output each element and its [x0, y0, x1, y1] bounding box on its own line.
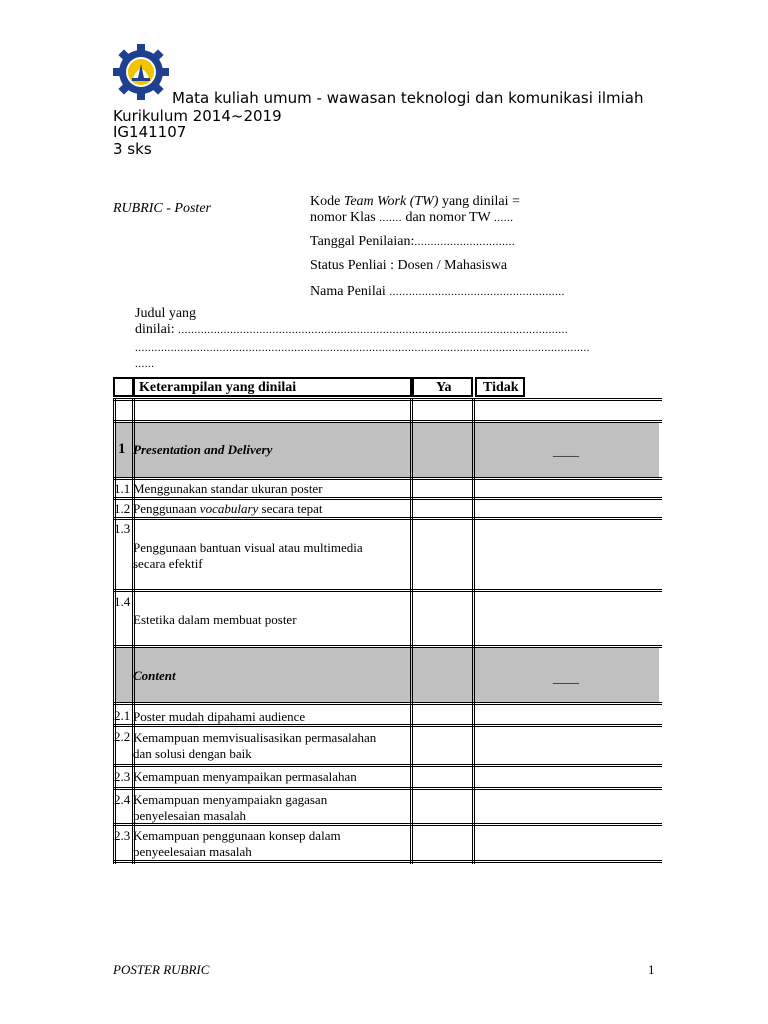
row-divider	[113, 589, 662, 592]
rubric-table	[113, 398, 662, 864]
row-divider	[113, 702, 662, 705]
section2-title: Content	[133, 668, 176, 683]
header-ya-label: Ya	[436, 380, 452, 395]
assessor-name-label: Nama Penilai	[310, 284, 390, 299]
header-tidak-cell	[475, 377, 525, 397]
title-field-line3[interactable]: ............................................................................................................................................	[135, 342, 590, 354]
curriculum-text: Kurikulum 2014~2019	[113, 107, 282, 125]
class-team-number-line	[310, 210, 514, 226]
footer-title: POSTER RUBRIC	[113, 962, 210, 977]
assessor-name-line	[310, 284, 565, 300]
title-label: dinilai:	[135, 322, 179, 337]
col-divider	[410, 398, 413, 864]
class-number-field[interactable]: .......	[379, 212, 402, 224]
criterion-number: 1.1	[114, 481, 131, 496]
criterion-text-line1: Penggunaan bantuan visual atau multimedia	[133, 540, 363, 555]
criterion-text: Menggunakan standar ukuran poster	[133, 481, 323, 496]
criterion-text	[133, 501, 323, 517]
class-number-label: nomor Klas	[310, 210, 380, 225]
assessment-date-field[interactable]: ...............................	[414, 236, 516, 248]
criterion-number: 2.1	[114, 708, 131, 723]
criterion-text-line2: penyeelesaian masalah	[133, 844, 252, 859]
criterion-number: 1.3	[114, 521, 131, 536]
row-divider	[113, 420, 662, 423]
row-divider	[113, 860, 662, 863]
header-tidak-label: Tidak	[483, 380, 519, 395]
criterion-text-line2: dan solusi dengan baik	[133, 746, 252, 761]
criterion-text-line1: Kemampuan penggunaan konsep dalam	[133, 828, 341, 843]
team-code-italic: Team Work (TW)	[343, 194, 439, 209]
criterion-text-line2: penyelesaian masalah	[133, 808, 246, 823]
title-label-line1: Judul yang	[135, 306, 197, 321]
team-code-suffix: yang dinilai =	[438, 194, 520, 209]
header-ya-cell	[412, 377, 473, 397]
rubric-label: RUBRIC - Poster	[113, 201, 211, 216]
team-code-label	[310, 194, 520, 210]
criterion-text-line2: secara efektif	[133, 556, 203, 571]
course-code: IG141107	[113, 123, 187, 141]
criterion-number: 1.2	[114, 501, 131, 516]
row-divider	[113, 764, 662, 767]
criterion-number: 2.4	[114, 792, 131, 807]
criterion-number: 2.3	[114, 828, 131, 843]
team-number-label: dan nomor TW	[401, 210, 494, 225]
assessment-date-label: Tanggal Penilaian:	[310, 234, 415, 249]
row-divider	[113, 645, 662, 648]
criterion-text-part: secara tepat	[258, 501, 323, 516]
criterion-number: 1.4	[114, 594, 131, 609]
team-code-prefix: Kode	[310, 194, 344, 209]
row-divider	[113, 787, 662, 790]
section1-number: 1	[118, 441, 126, 457]
header-skill-label: Keterampilan yang dinilai	[139, 380, 297, 395]
criterion-text: Kemampuan menyampaikan permasalahan	[133, 769, 357, 784]
credits-text: 3 sks	[113, 140, 152, 158]
row-divider	[113, 477, 662, 480]
criterion-text: Estetika dalam membuat poster	[133, 612, 297, 627]
criterion-text-part: Penggunaan	[133, 501, 200, 516]
title-field-line4[interactable]: ......	[135, 358, 155, 370]
header-skill-cell	[133, 377, 412, 397]
criterion-number: 2.2	[114, 729, 131, 744]
title-label-line2	[135, 322, 568, 338]
team-number-field[interactable]: ......	[494, 212, 514, 224]
university-logo-icon	[113, 44, 169, 100]
row-divider	[113, 497, 662, 500]
header-num-cell	[113, 377, 134, 397]
col-divider	[472, 398, 475, 864]
assessor-name-field[interactable]: ......................................................	[389, 286, 565, 298]
criterion-text-line1: Kemampuan memvisualisasikan permasalahan	[133, 730, 377, 745]
section1-score-blank[interactable]: ____	[553, 443, 579, 458]
section2-score-blank[interactable]: ____	[553, 670, 579, 685]
section1-title: Presentation and Delivery	[133, 442, 273, 457]
course-title: Mata kuliah umum - wawasan teknologi dan komunikasi ilmiah	[172, 89, 644, 107]
row-divider	[113, 398, 662, 401]
row-divider	[113, 517, 662, 520]
page-number: 1	[648, 962, 655, 977]
criterion-text-italic: vocabulary	[199, 501, 259, 516]
criterion-text: Poster mudah dipahami audience	[133, 709, 306, 724]
criterion-text-line1: Kemampuan menyampaiakn gagasan	[133, 792, 328, 807]
assessment-date-line	[310, 234, 515, 250]
assessor-status: Status Penliai : Dosen / Mahasiswa	[310, 258, 508, 273]
title-field[interactable]: ........................................................................................................................	[178, 324, 569, 336]
criterion-number: 2.3	[114, 769, 131, 784]
